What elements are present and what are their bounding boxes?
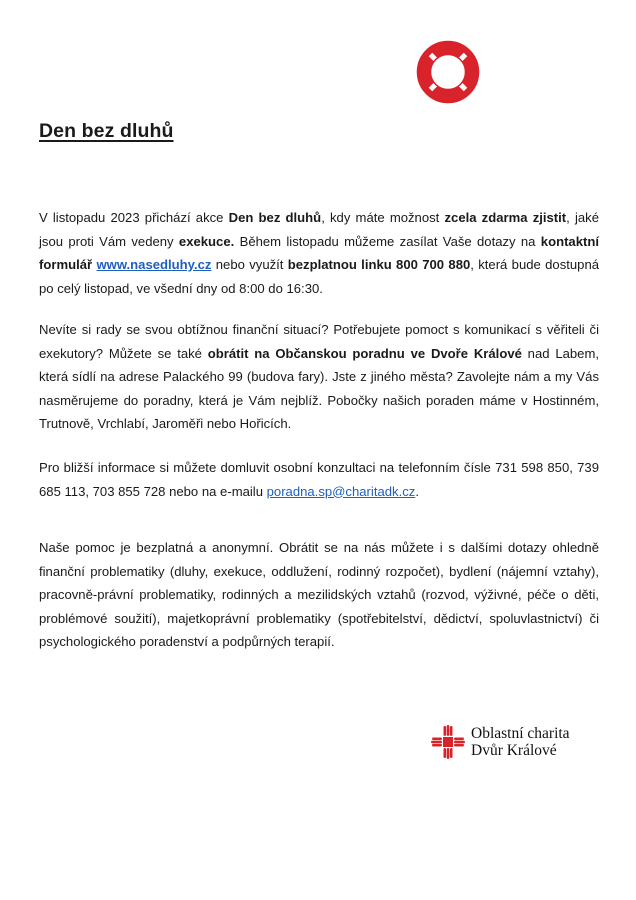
organization-name-line2: Dvůr Králové	[471, 742, 557, 759]
text-segment: .	[415, 483, 419, 499]
text-segment: Nevíte si rady se svou obtížnou finanční situací? Potřebujete pomoct s komunikací s věřiteli či exekutory? Můžete se také	[39, 322, 599, 361]
paragraph-advice-centre	[39, 318, 599, 436]
organization-name	[471, 725, 570, 759]
lifebuoy-icon	[416, 40, 480, 104]
bold-free-hotline: bezplatnou linku 800 700 880	[287, 257, 471, 272]
charity-logo	[431, 725, 570, 759]
text-segment: Během listopadu můžeme zasílat Vaše dotazy na	[234, 233, 541, 249]
text-segment: , která bude dostupná po celý listopad, ve všední dny od 8:00 do 16:30.	[39, 257, 600, 296]
text-segment: , jaké jsou proti Vám vedeny	[39, 210, 599, 249]
text-segment: Pro bližší informace si můžete domluvit osobní konzultaci na telefonním čísle 731 598 850, 739 685 113, 703 855 728 nebo na e-mailu	[39, 460, 599, 499]
paragraph-contact	[39, 456, 599, 503]
website-link[interactable]: www.nasedluhy.cz	[96, 257, 212, 272]
bold-advice-centre: obrátit na Občanskou poradnu ve Dvoře Králové	[207, 345, 522, 361]
page-title: Den bez dluhů	[39, 120, 174, 142]
bold-free-check: zcela zdarma zjistit	[444, 210, 567, 225]
email-link[interactable]: poradna.sp@charitadk.cz	[266, 483, 416, 499]
text-segment: V listopadu 2023 přichází akce	[39, 210, 229, 225]
paragraph-campaign	[39, 206, 599, 300]
text-segment: nebo využít	[211, 257, 288, 272]
bold-event-name: Den bez dluhů	[228, 210, 322, 225]
bold-contact-form: kontaktní formulář	[39, 233, 599, 272]
text-segment: nad Labem, která sídlí na adrese Palackého 99 (budova fary). Jste z jiného města? Zavolejte nám a my Vás nasměrujeme do poradny, která je Vám nejblíž. Pobočky našich poraden máme v Hostinném, Trutnově, Vrchlabí, Jaroměři nebo Hořicích.	[39, 345, 599, 431]
charity-cross-icon	[431, 725, 465, 759]
paragraph-services: Naše pomoc je bezplatná a anonymní. Obrátit se na nás můžete i s dalšími dotazy ohledně finanční problematiky (dluhy, exekuce, oddlužení, rodinný rozpočet), bydlení (nájemní vztahy), pracovně-právní problematiky, rodinných a mezilidských vztahů (rozvod, výživné, péče o děti, problémové soužití), majetkoprávní problematiky (spotřebitelství, dědictví, spoluvlastnictví) či psychologického poradenství a podpůrných terapií.	[39, 540, 599, 649]
text-segment: , kdy máte možnost	[321, 210, 445, 225]
organization-name-line1: Oblastní charita	[471, 725, 570, 742]
bold-executions: exekuce.	[178, 233, 235, 249]
